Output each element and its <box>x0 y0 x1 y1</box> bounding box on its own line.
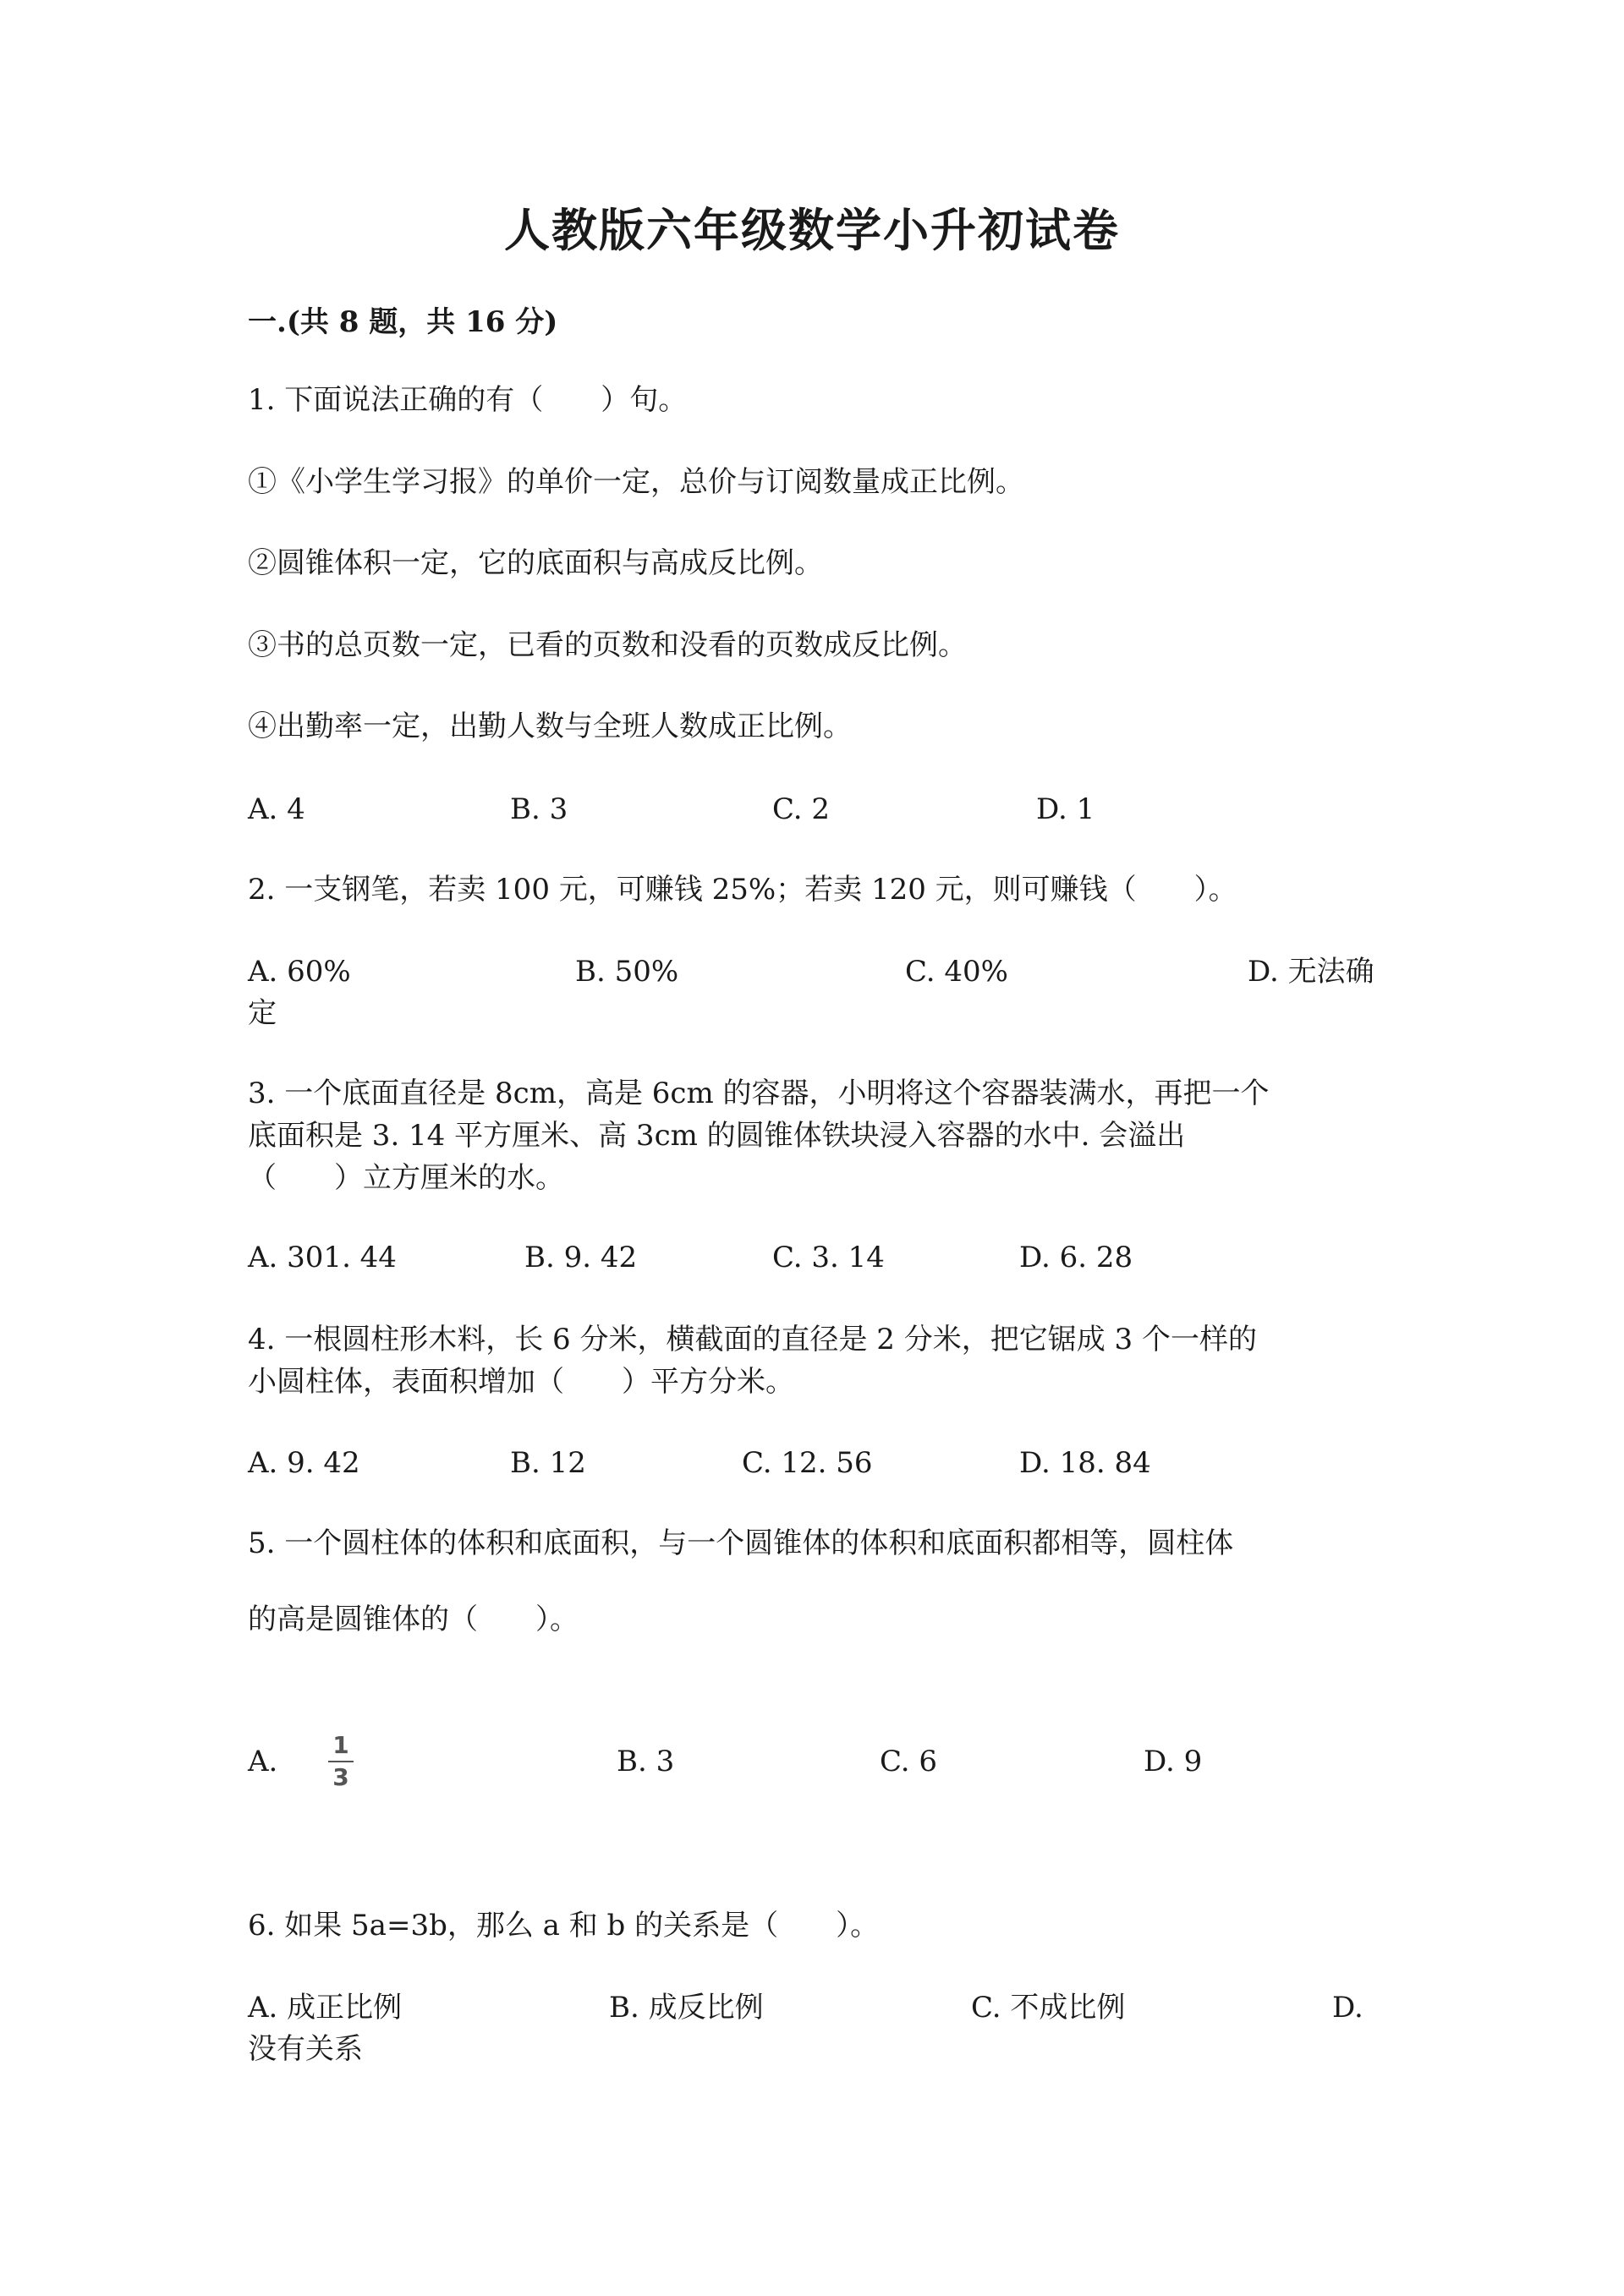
question-1-statement-3: ③书的总页数一定，已看的页数和没看的页数成反比例。 <box>248 628 967 662</box>
question-5-stem-line-2: 的高是圆锥体的（ ）。 <box>248 1603 579 1636</box>
question-1-stem: 1. 下面说法正确的有（ ）句。 <box>248 383 688 417</box>
question-3-stem-line-2: 底面积是 3. 14 平方厘米、高 3cm 的圆锥体铁块浸入容器的水中. 会溢出 <box>248 1119 1186 1153</box>
question-4-stem-line-1: 4. 一根圆柱形木料，长 6 分米，横截面的直径是 2 分米，把它锯成 3 个一样的 <box>248 1323 1257 1356</box>
question-6-option-a: A. 成正比例 <box>248 1991 403 2025</box>
question-6-option-d-wrap: 没有关系 <box>248 2032 363 2066</box>
question-1-statement-1: ①《小学生学习报》的单价一定，总价与订阅数量成正比例。 <box>248 465 1024 499</box>
question-1-option-a: A. 4 <box>248 792 305 826</box>
question-6-stem: 6. 如果 5a=3b，那么 a 和 b 的关系是（ ）。 <box>248 1909 880 1943</box>
question-1-option-c: C. 2 <box>772 792 831 826</box>
question-4-option-a: A. 9. 42 <box>248 1446 360 1480</box>
question-3-stem-line-3: （ ）立方厘米的水。 <box>248 1161 564 1195</box>
question-2-stem: 2. 一支钢笔，若卖 100 元，可赚钱 25%；若卖 120 元，则可赚钱（ ）。 <box>248 873 1237 907</box>
question-6-option-b: B. 成反比例 <box>609 1991 764 2025</box>
question-1-option-d: D. 1 <box>1036 792 1095 826</box>
question-3-option-c: C. 3. 14 <box>772 1241 885 1274</box>
question-5-stem-line-1: 5. 一个圆柱体的体积和底面积，与一个圆锥体的体积和底面积都相等，圆柱体 <box>248 1526 1234 1560</box>
question-1-statement-4: ④出勤率一定，出勤人数与全班人数成正比例。 <box>248 710 852 743</box>
question-3-option-b: B. 9. 42 <box>524 1241 638 1274</box>
question-5-option-b: B. 3 <box>617 1745 675 1778</box>
question-2-option-d: D. 无法确 <box>1248 955 1374 989</box>
question-2-option-d-wrap: 定 <box>248 996 277 1030</box>
question-4-option-d: D. 18. 84 <box>1019 1446 1151 1480</box>
question-5-option-d: D. 9 <box>1144 1745 1203 1778</box>
question-4-option-c: C. 12. 56 <box>742 1446 873 1480</box>
question-2-option-b: B. 50% <box>575 955 679 989</box>
question-4-stem-line-2: 小圆柱体，表面积增加（ ）平方分米。 <box>248 1365 794 1399</box>
question-1-option-b: B. 3 <box>510 792 568 826</box>
question-3-stem-line-1: 3. 一个底面直径是 8cm，高是 6cm 的容器，小明将这个容器装满水，再把一个 <box>248 1077 1270 1110</box>
question-4-option-b: B. 12 <box>510 1446 586 1480</box>
question-3-option-a: A. 301. 44 <box>248 1241 397 1274</box>
page-title: 人教版六年级数学小升初试卷 <box>504 203 1120 257</box>
question-6-option-d: D. <box>1332 1991 1363 2025</box>
question-5-option-c: C. 6 <box>880 1745 938 1778</box>
question-6-option-c: C. 不成比例 <box>971 1991 1126 2025</box>
question-1-statement-2: ②圆锥体积一定，它的底面积与高成反比例。 <box>248 546 823 580</box>
fraction-numerator: 1 <box>332 1731 349 1759</box>
fraction-denominator: 3 <box>332 1763 349 1791</box>
fraction-bar <box>328 1761 354 1762</box>
question-3-option-d: D. 6. 28 <box>1019 1241 1133 1274</box>
question-2-option-a: A. 60% <box>248 955 351 989</box>
question-2-option-c: C. 40% <box>905 955 1008 989</box>
section-header: 一.(共 8 题，共 16 分) <box>248 305 558 339</box>
question-5-option-a-fraction <box>328 1732 354 1791</box>
question-5-option-a: A. <box>248 1745 278 1778</box>
